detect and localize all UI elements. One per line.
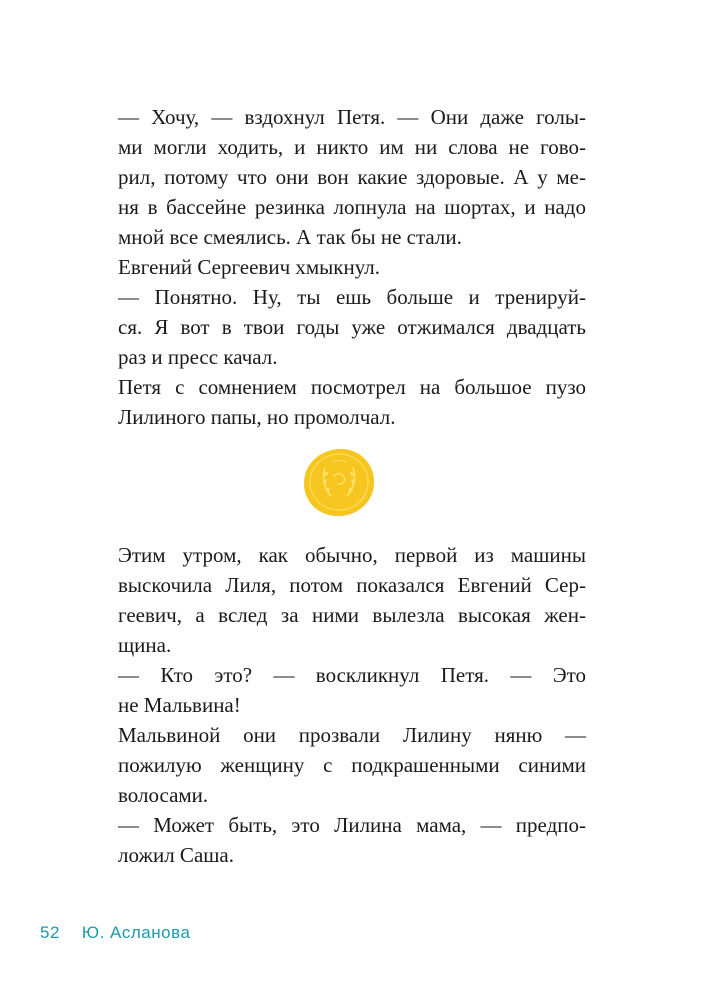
text-line: Этим утром, как обычно, первой из машины — [118, 543, 586, 567]
text-line: мной все смеялись. А так бы не стали. — [118, 225, 462, 249]
text-line: — Кто это? — воскликнул Петя. — Это — [118, 663, 586, 687]
text-line: Петя с сомнением посмотрел на большое пузо — [118, 375, 586, 399]
text-line: ми могли ходить, и никто им ни слова не гово- — [118, 135, 586, 159]
text-line: Евгений Сергеевич хмыкнул. — [118, 255, 381, 279]
text-line: волосами. — [118, 783, 209, 807]
text-line: не Мальвина! — [118, 693, 241, 717]
text-line: ня в бассейне резинка лопнула на шортах, и надо — [118, 195, 586, 219]
page-footer — [40, 923, 190, 943]
text-line: — Хочу, — вздохнул Петя. — Они даже голы- — [118, 105, 586, 129]
text-line: Лилиного папы, но промолчал. — [118, 405, 396, 429]
text-line: раз и пресс качал. — [118, 345, 278, 369]
text-line: выскочила Лиля, потом показался Евгений Сер- — [118, 573, 586, 597]
text-line: щина. — [118, 633, 172, 657]
text-line: ся. Я вот в твои годы уже отжимался двадцать — [118, 315, 586, 339]
text-line: — Понятно. Ну, ты ешь больше и тренируй- — [118, 285, 586, 309]
page-number: 52 — [40, 923, 60, 942]
text-line: пожилую женщину с подкрашенными синими — [118, 753, 586, 777]
author-name: Ю. Асланова — [81, 923, 191, 942]
text-block-top — [118, 102, 586, 432]
gold-coin-icon — [301, 446, 377, 518]
text-line: ложил Саша. — [118, 843, 235, 867]
text-line: геевич, а вслед за ними вылезла высокая жен- — [118, 603, 586, 627]
text-line: Мальвиной они прозвали Лилину няню — — [118, 723, 586, 747]
text-block-bottom — [118, 540, 586, 870]
text-line: рил, потому что они вон какие здоровые. А у ме- — [118, 165, 586, 189]
text-line: — Может быть, это Лилина мама, — предпо- — [118, 813, 586, 837]
